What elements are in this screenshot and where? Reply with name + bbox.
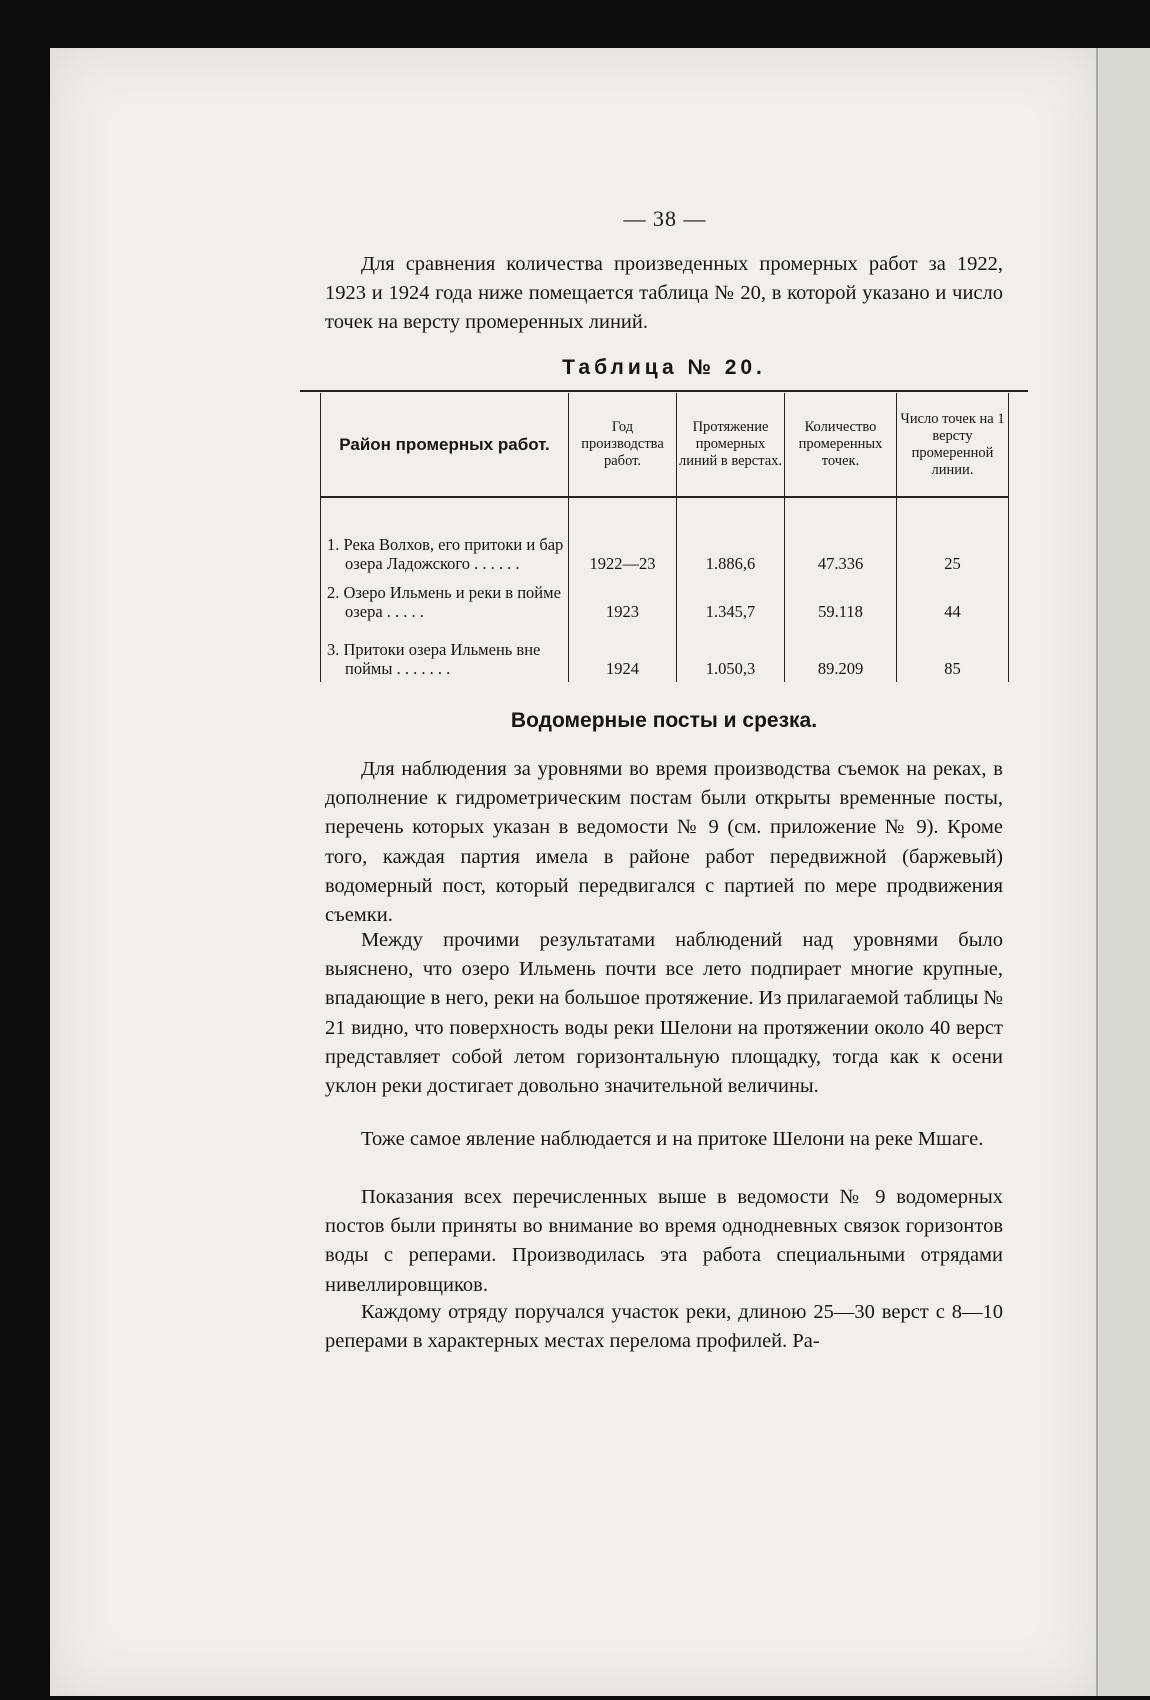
bleed-through-texture bbox=[310, 348, 315, 379]
body-paragraph: Каждому отряду поручался участок реки, длиною 25—30 верст с 8—10 реперами в характерных местах перелома профилей. Ра- bbox=[325, 1301, 1003, 1353]
body-paragraph: Для наблюдения за уровнями во время производства съемок на реках, в дополнение к гидрометрическим постам были открыты временные посты, перечень которых указан в ведомости № 9 (см. приложение № 9). Кроме того, каждая партия имела в районе работ передвижной (баржевый) водомерный пост, который передвигался с партией по мере продвижения съемки. bbox=[325, 758, 1003, 927]
table-row bbox=[321, 577, 1009, 625]
cell-region bbox=[321, 625, 569, 682]
table-row bbox=[321, 497, 1009, 577]
cell-points: 59.118 bbox=[785, 577, 897, 625]
cell-year: 1923 bbox=[569, 577, 677, 625]
cell-year: 1924 bbox=[569, 625, 677, 682]
table-header-row bbox=[321, 393, 1009, 497]
body-paragraph: Показания всех перечисленных выше в ведомости № 9 водомерных постов были приняты во внимание во время однодневных связок горизонтов воды с реперами. Производилась эта работа специальными отрядами нивеллировщиков. bbox=[325, 1186, 1003, 1296]
header-length: Протяжение промерных линий в верстах. bbox=[677, 393, 785, 497]
region-label: 1. Река Волхов, его притоки и бар озера Ладожского . . . . . . bbox=[327, 535, 564, 573]
body-paragraph: Между прочими результатами наблюдений над уровнями было выяснено, что озеро Ильмень почти все лето подпирает многие крупные, впадающие в него, реки на большое протяжение. Из прилагаемой таблицы № 21 видно, что поверхность воды реки Шелони на протяжении около 40 верст представляет собой летом горизонтальную площадку, тогда как к осени уклон реки достигает довольно значительной величины. bbox=[325, 929, 1003, 1098]
intro-paragraph: Для сравнения количества произведенных промерных работ за 1922, 1923 и 1924 года ниже помещается таблица № 20, в которой указано и число точек на версту промеренных линий. bbox=[325, 253, 1003, 334]
page-number: — 38 — bbox=[623, 206, 707, 231]
cell-per-verst: 44 bbox=[897, 577, 1009, 625]
header-points: Количество промеренных точек. bbox=[785, 393, 897, 497]
cell-region bbox=[321, 577, 569, 625]
table-20 bbox=[320, 393, 1008, 681]
table-caption: Таблица № 20. bbox=[562, 356, 766, 379]
cell-length: 1.886,6 bbox=[677, 497, 785, 577]
body-paragraph: Тоже самое явление наблюдается и на притоке Шелони на реке Мшаге. bbox=[361, 1128, 984, 1150]
region-label: 3. Притоки озера Ильмень вне поймы . . . . . . . bbox=[327, 640, 541, 678]
cell-points: 89.209 bbox=[785, 625, 897, 682]
header-year: Год производства работ. bbox=[569, 393, 677, 497]
next-page-edge bbox=[1096, 48, 1150, 1696]
cell-length: 1.050,3 bbox=[677, 625, 785, 682]
cell-per-verst: 85 bbox=[897, 625, 1009, 682]
section-heading: Водомерные посты и срезка. bbox=[510, 709, 818, 732]
table-top-rule bbox=[300, 390, 1028, 392]
cell-year: 1922—23 bbox=[569, 497, 677, 577]
sounding-table bbox=[320, 393, 1009, 682]
region-label: 2. Озеро Ильмень и реки в пойме озера . . . . . bbox=[327, 583, 561, 621]
table-row bbox=[321, 625, 1009, 682]
cell-points: 47.336 bbox=[785, 497, 897, 577]
cell-per-verst: 25 bbox=[897, 497, 1009, 577]
header-points-per-verst: Число точек на 1 версту промеренной линии. bbox=[897, 393, 1009, 497]
header-region: Район промерных работ. bbox=[321, 393, 569, 497]
cell-length: 1.345,7 bbox=[677, 577, 785, 625]
cell-region bbox=[321, 497, 569, 577]
